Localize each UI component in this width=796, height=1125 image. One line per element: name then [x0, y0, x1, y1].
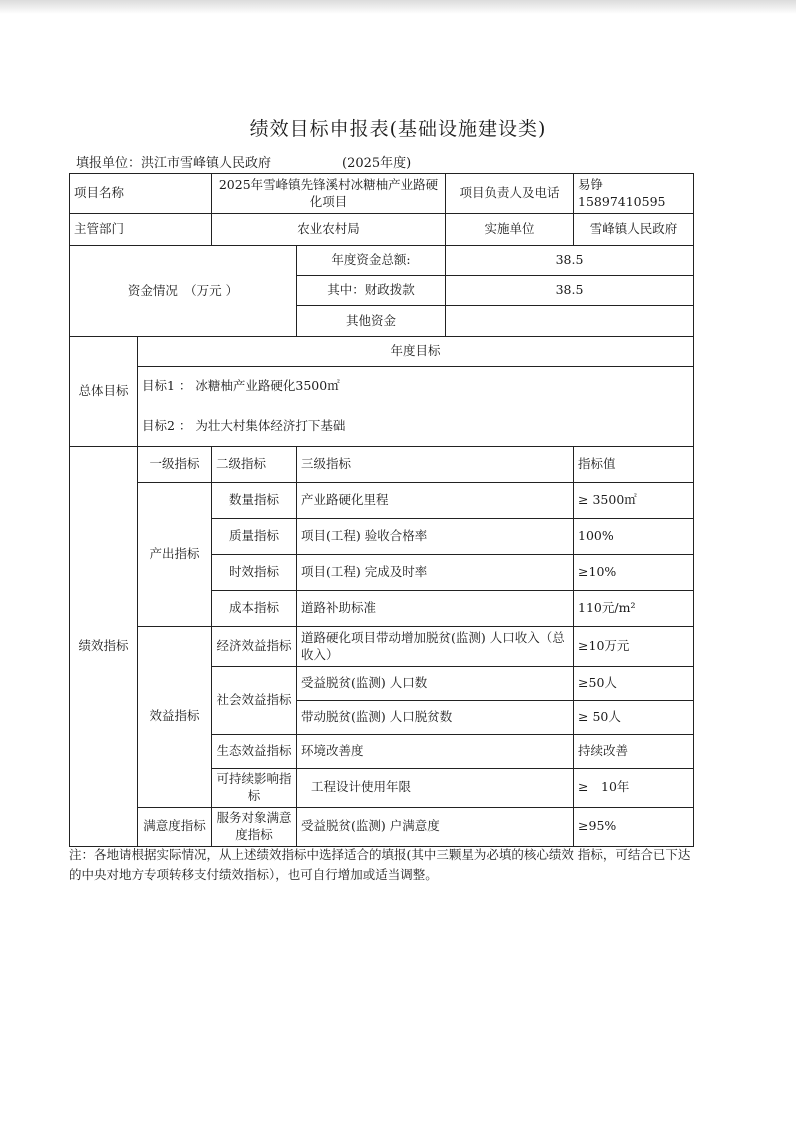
project-name-label: 项目名称 [70, 174, 212, 214]
level2-cell: 经济效益指标 [212, 627, 297, 667]
level3-cell: 受益脱贫(监测) 人口数 [297, 667, 574, 701]
satisfaction-label: 满意度指标 [138, 807, 212, 846]
dept-value: 农业农村局 [212, 214, 446, 246]
table-row [70, 627, 694, 667]
performance-label: 绩效指标 [70, 447, 138, 847]
funds-label: 资金情况 （万元 ） [70, 246, 297, 337]
overall-label: 总体目标 [70, 337, 138, 447]
goal-1: 目标1 ： 冰糖柚产业路硬化3500㎡ [138, 367, 694, 407]
row-performance-headers [70, 447, 694, 483]
table-row [70, 483, 694, 519]
funds-total-label: 年度资金总额: [297, 246, 446, 276]
level3-cell: 产业路硬化里程 [297, 483, 574, 519]
level3-cell: 道路补助标准 [297, 591, 574, 627]
value-cell: ≥10万元 [574, 627, 694, 667]
level2-cell: 质量指标 [212, 519, 297, 555]
project-leader-value: 易铮15897410595 [574, 174, 694, 214]
level3-cell: 项目(工程) 验收合格率 [297, 519, 574, 555]
funds-fiscal-value: 38.5 [446, 276, 694, 306]
fill-year: (2025年度) [342, 156, 412, 171]
value-cell: 持续改善 [574, 735, 694, 769]
value-cell: 100% [574, 519, 694, 555]
level2-cell: 社会效益指标 [212, 667, 297, 735]
row-goal-1 [70, 367, 694, 407]
level2-cell: 成本指标 [212, 591, 297, 627]
level2-cell: 时效指标 [212, 555, 297, 591]
value-cell: ≥95% [574, 807, 694, 846]
fill-unit: 填报单位：洪江市雪峰镇人民政府 [76, 156, 272, 171]
level3-cell: 环境改善度 [297, 735, 574, 769]
project-name-value: 2025年雪峰镇先锋溪村冰糖柚产业路硬化项目 [212, 174, 446, 214]
level2-cell: 可持续影响指标 [212, 769, 297, 808]
scan-edge [0, 0, 796, 14]
dept-label: 主管部门 [70, 214, 212, 246]
level2-cell: 生态效益指标 [212, 735, 297, 769]
row-department [70, 214, 694, 246]
level3-cell: 工程设计使用年限 [297, 769, 574, 808]
value-cell: ≥50人 [574, 667, 694, 701]
level2-cell: 数量指标 [212, 483, 297, 519]
output-label: 产出指标 [138, 483, 212, 627]
project-leader-label: 项目负责人及电话 [446, 174, 574, 214]
row-goal-2 [70, 407, 694, 447]
goal-2: 目标2 ： 为壮大村集体经济打下基础 [138, 407, 694, 447]
impl-value: 雪峰镇人民政府 [574, 214, 694, 246]
value-cell: ≥ 10年 [574, 769, 694, 808]
funds-total-value: 38.5 [446, 246, 694, 276]
footnote: 注：各地请根据实际情况，从上述绩效指标中选择适合的填报(其中三颗星为必填的核心绩效 指标，可结合已下达的中央对地方专项转移支付绩效指标），也可自行增加或适当调整。 [69, 847, 691, 882]
funds-other-label: 其他资金 [297, 306, 446, 337]
row-annual-goal-header [70, 337, 694, 367]
value-cell: ≥10% [574, 555, 694, 591]
value-cell: ≥ 3500㎡ [574, 483, 694, 519]
value-cell: 110元/m² [574, 591, 694, 627]
funds-fiscal-label: 其中：财政拨款 [297, 276, 446, 306]
page-title: 绩效目标申报表(基础设施建设类) [249, 118, 547, 140]
annual-goal-label: 年度目标 [138, 337, 694, 367]
header-level1: 一级指标 [138, 447, 212, 483]
benefit-label: 效益指标 [138, 627, 212, 808]
row-funds-total [70, 246, 694, 276]
row-project-name [70, 174, 694, 214]
level3-cell: 带动脱贫(监测) 人口脱贫数 [297, 701, 574, 735]
performance-form-table [69, 173, 694, 847]
impl-label: 实施单位 [446, 214, 574, 246]
value-cell: ≥ 50人 [574, 701, 694, 735]
level2-cell: 服务对象满意度指标 [212, 807, 297, 846]
level3-cell: 道路硬化项目带动增加脱贫(监测) 人口收入（总收入） [297, 627, 574, 667]
funds-other-value [446, 306, 694, 337]
level3-cell: 项目(工程) 完成及时率 [297, 555, 574, 591]
header-level2: 二级指标 [212, 447, 297, 483]
header-level3: 三级指标 [297, 447, 574, 483]
header-value: 指标值 [574, 447, 694, 483]
table-row [70, 807, 694, 846]
level3-cell: 受益脱贫(监测) 户满意度 [297, 807, 574, 846]
